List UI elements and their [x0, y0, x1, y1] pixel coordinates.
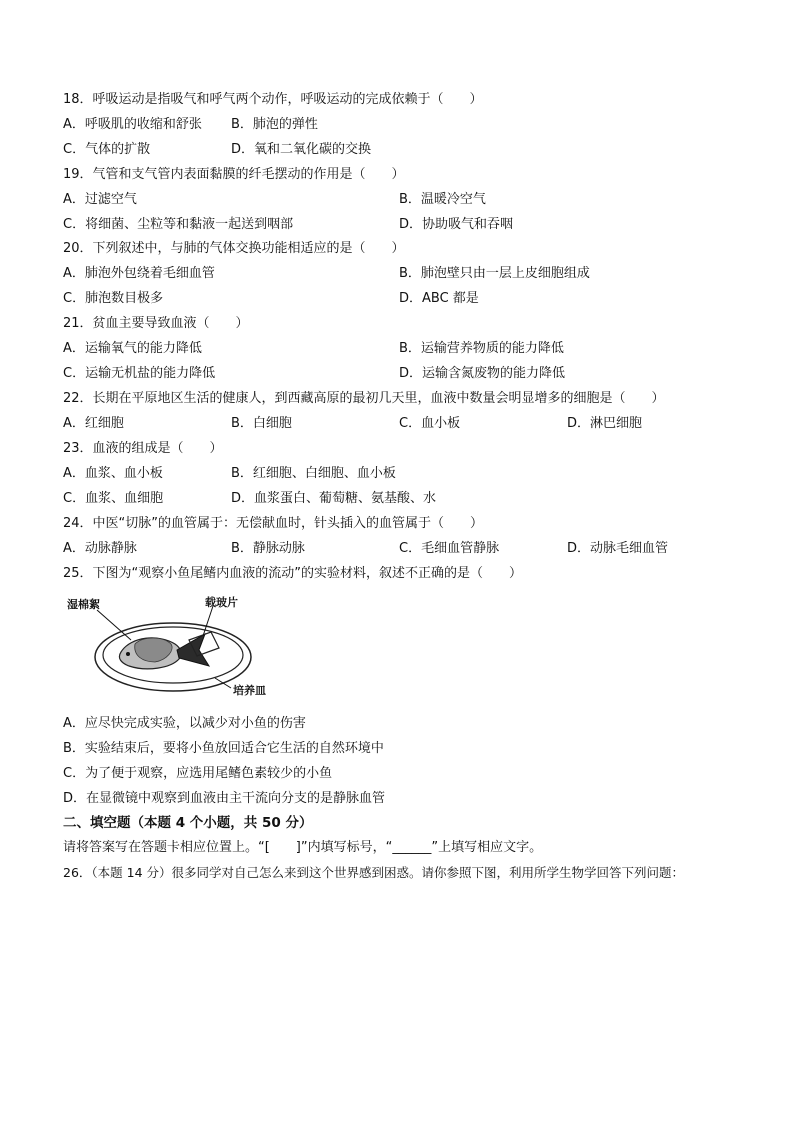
question-22-option-c: C．血小板	[399, 416, 461, 431]
question-22-option-a: A．红细胞	[63, 416, 124, 431]
question-25-stem: 25．下图为“观察小鱼尾鳍内血液的流动”的实验材料，叙述不正确的是（ ）	[63, 566, 523, 581]
question-20-stem: 20．下列叙述中，与肺的气体交换功能相适应的是（ ）	[63, 241, 405, 256]
question-19-option-a: A．过滤空气	[63, 192, 137, 207]
question-23-option-a: A．血浆、血小板	[63, 466, 163, 481]
fish-eye	[126, 652, 130, 656]
question-19-option-d: D．协助吸气和吞咽	[399, 217, 514, 232]
question-18-option-a: A．呼吸肌的收缩和舒张	[63, 117, 202, 132]
question-22-stem: 22．长期在平原地区生活的健康人，到西藏高原的最初几天里，血液中数量会明显增多的细胞是（ ）	[63, 391, 665, 406]
question-24-option-c: C．毛细血管静脉	[399, 541, 500, 556]
fish-experiment-figure	[63, 592, 277, 702]
label-petri-dish: 培养皿	[233, 684, 266, 697]
question-21-option-c: C．运输无机盐的能力降低	[63, 366, 216, 381]
question-23-option-b: B．红细胞、白细胞、血小板	[231, 466, 396, 481]
question-22-option-d: D．淋巴细胞	[567, 416, 643, 431]
question-23-option-c: C．血浆、血细胞	[63, 491, 164, 506]
question-18-option-b: B．肺泡的弹性	[231, 117, 318, 132]
label-glass-slide: 载玻片	[205, 596, 238, 609]
label-wet-cotton: 湿棉絮	[67, 598, 100, 611]
question-19-option-c: C．将细菌、尘粒等和黏液一起送到咽部	[63, 217, 294, 232]
question-20-option-d: D．ABC 都是	[399, 291, 479, 306]
question-18-option-c: C．气体的扩散	[63, 142, 151, 157]
question-21-option-d: D．运输含氮废物的能力降低	[399, 366, 566, 381]
question-26-stem: 26．（本题 14 分）很多同学对自己怎么来到这个世界感到困惑。请你参照下图，利用所学生物学回答下列问题：	[63, 865, 685, 880]
question-21-option-b: B．运输营养物质的能力降低	[399, 341, 564, 356]
question-20-option-a: A．肺泡外包绕着毛细血管	[63, 266, 215, 281]
question-22-option-b: B．白细胞	[231, 416, 292, 431]
question-24-option-b: B．静脉动脉	[231, 541, 305, 556]
question-24-option-a: A．动脉静脉	[63, 541, 137, 556]
question-18-stem: 18．呼吸运动是指吸气和呼气两个动作，呼吸运动的完成依赖于（ ）	[63, 92, 483, 107]
question-21-stem: 21．贫血主要导致血液（ ）	[63, 316, 249, 331]
question-25-option-c: C．为了便于观察，应选用尾鳍色素较少的小鱼	[63, 766, 333, 781]
question-19-stem: 19．气管和支气管内表面黏膜的纤毛摆动的作用是（ ）	[63, 167, 405, 182]
question-23-option-d: D．血浆蛋白、葡萄糖、氨基酸、水	[231, 491, 437, 506]
question-19-option-b: B．温暖冷空气	[399, 192, 486, 207]
question-20-option-b: B．肺泡壁只由一层上皮细胞组成	[399, 266, 590, 281]
question-21-option-a: A．运输氧气的能力降低	[63, 341, 202, 356]
question-20-option-c: C．肺泡数目极多	[63, 291, 164, 306]
question-24-stem: 24．中医“切脉”的血管属于：无偿献血时，针头插入的血管属于（ ）	[63, 516, 484, 531]
question-24-option-d: D．动脉毛细血管	[567, 541, 669, 556]
section-2-instruction: 请将答案写在答题卡相应位置上。“[ ]”内填写标号，“______”上填写相应文字。	[63, 840, 543, 855]
question-18-option-d: D．氧和二氧化碳的交换	[231, 142, 372, 157]
question-25-option-a: A．应尽快完成实验，以减少对小鱼的伤害	[63, 716, 306, 731]
question-25-option-b: B．实验结束后，要将小鱼放回适合它生活的自然环境中	[63, 741, 384, 756]
question-23-stem: 23．血液的组成是（ ）	[63, 441, 223, 456]
question-25-option-d: D．在显微镜中观察到血液由主干流向分支的是静脉血管	[63, 791, 386, 806]
section-2-title: 二、填空题（本题 4 个小题，共 50 分）	[63, 815, 313, 831]
pointer-line-dish	[215, 678, 231, 688]
